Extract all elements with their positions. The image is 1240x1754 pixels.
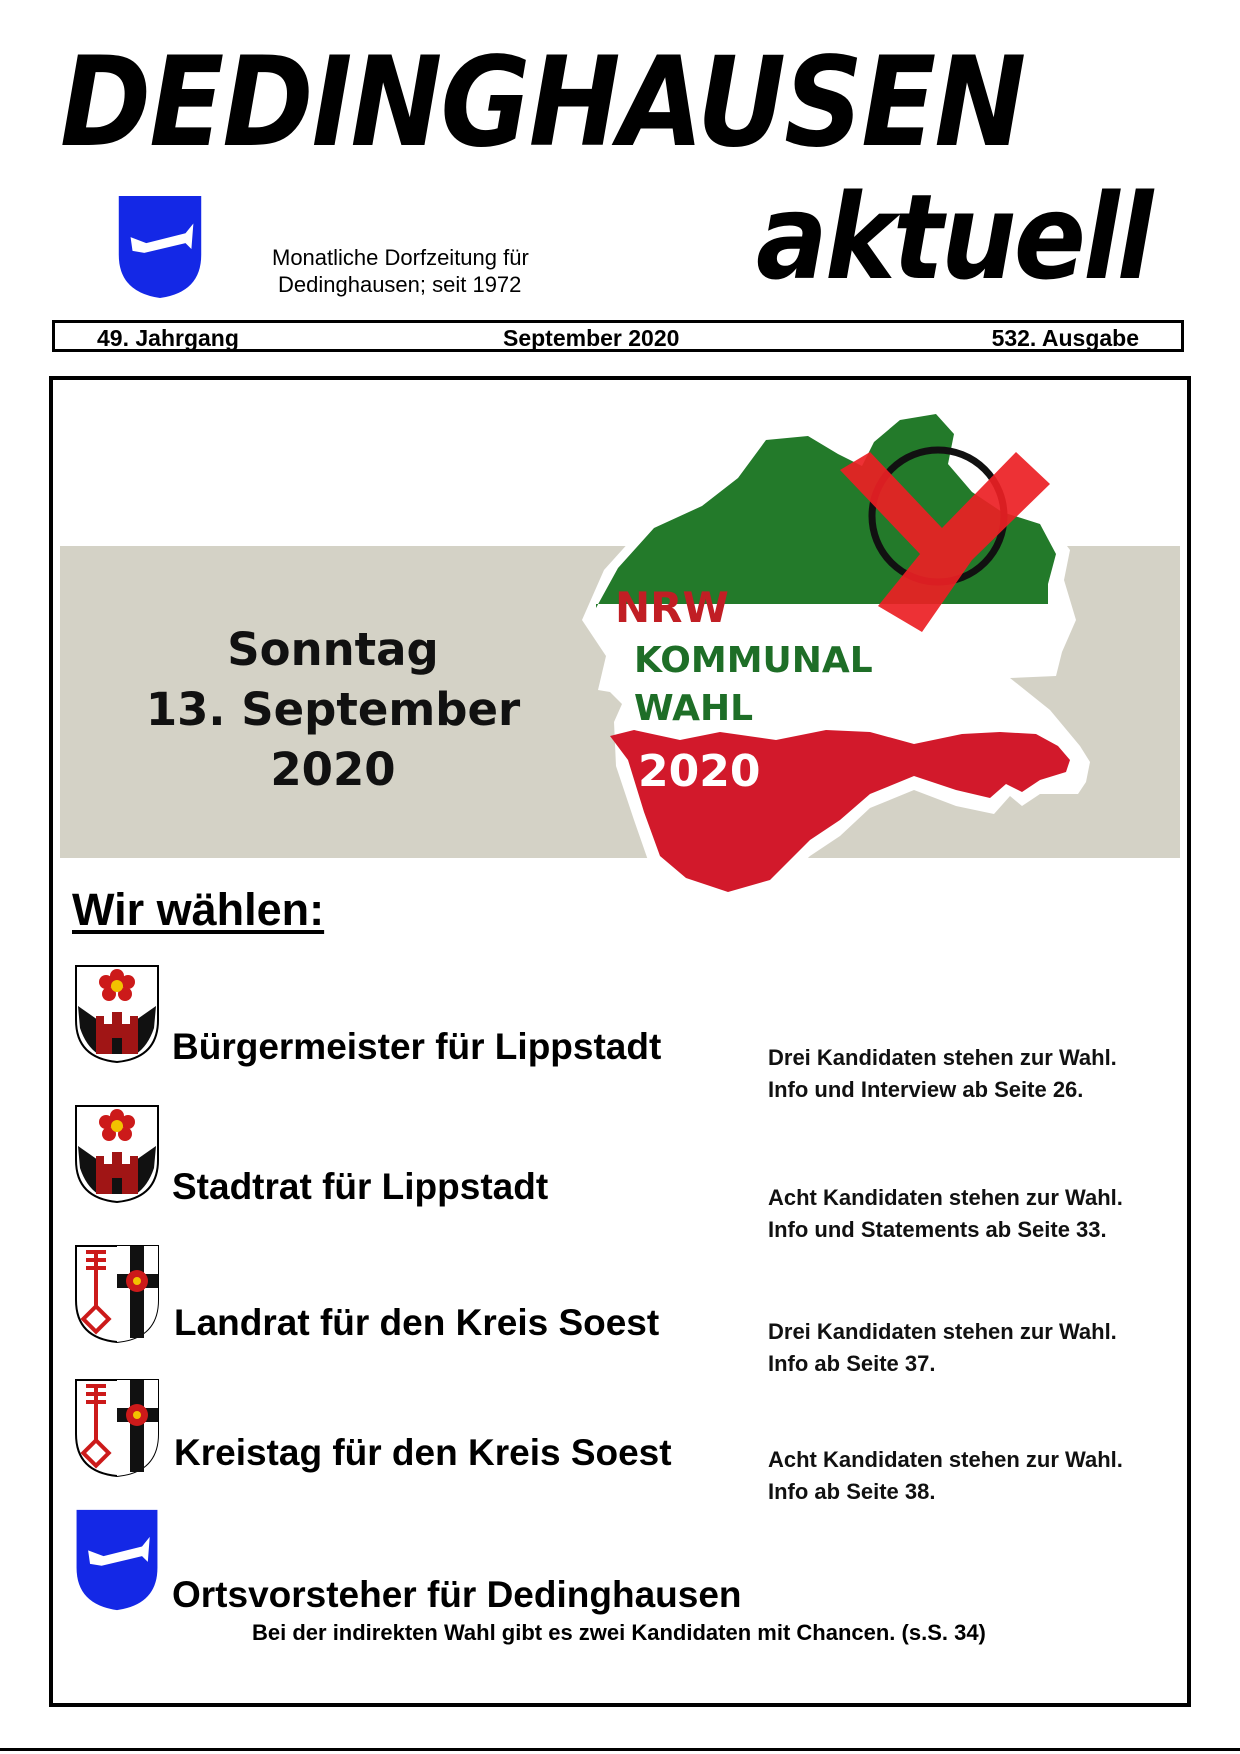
date-weekday: Sonntag [227, 623, 439, 676]
footnote: Bei der indirekten Wahl gibt es zwei Kandidaten mit Chancen. (s.S. 34) [252, 1620, 986, 1645]
election-title: Bürgermeister für Lippstadt [172, 1026, 662, 1067]
note-line: Info und Interview ab Seite 26. [768, 1077, 1084, 1102]
date-year: 2020 [270, 743, 396, 796]
bottom-rule [0, 1748, 1240, 1751]
dedinghausen-crest-icon [116, 194, 204, 300]
note-line: Info ab Seite 37. [768, 1351, 936, 1376]
map-year-label: 2020 [638, 746, 761, 797]
note-line: Acht Kandidaten stehen zur Wahl. [768, 1447, 1123, 1472]
nrw-election-map [570, 410, 1130, 1010]
note-line: Acht Kandidaten stehen zur Wahl. [768, 1185, 1123, 1210]
election-title: Landrat für den Kreis Soest [174, 1302, 660, 1343]
lead-heading: Wir wählen: [72, 884, 325, 935]
volume-label: 49. Jahrgang [97, 325, 239, 351]
election-note [768, 1444, 1123, 1508]
tagline-line: Dedinghausen; seit 1972 [278, 272, 522, 297]
note-line: Drei Kandidaten stehen zur Wahl. [768, 1045, 1117, 1070]
note-line: Drei Kandidaten stehen zur Wahl. [768, 1319, 1117, 1344]
election-note [768, 1316, 1117, 1380]
map-nrw-label: NRW [615, 583, 729, 632]
date-day-month: 13. September [145, 683, 521, 736]
map-wahl-label: WAHL [634, 688, 754, 729]
note-line: Info ab Seite 38. [768, 1479, 936, 1504]
election-note [768, 1182, 1123, 1246]
issue-month: September 2020 [503, 325, 680, 351]
election-title: Stadtrat für Lippstadt [172, 1166, 549, 1207]
map-kommunal-label: KOMMUNAL [634, 640, 873, 681]
election-title: Ortsvorsteher für Dedinghausen [172, 1574, 742, 1615]
election-title: Kreistag für den Kreis Soest [174, 1432, 672, 1473]
lippstadt-crest-icon [72, 1102, 162, 1206]
tagline-line: Monatliche Dorfzeitung für [272, 245, 529, 270]
dedinghausen-crest-icon [72, 1508, 162, 1612]
masthead-subtitle: aktuell [756, 168, 1151, 306]
soest-crest-icon [72, 1242, 162, 1346]
lippstadt-crest-icon [72, 962, 162, 1066]
tagline [272, 244, 612, 298]
election-date [60, 620, 606, 800]
issue-number: 532. Ausgabe [991, 325, 1139, 351]
election-note [768, 1042, 1117, 1106]
issue-bar [52, 320, 1184, 352]
soest-crest-icon [72, 1376, 162, 1480]
note-line: Info und Statements ab Seite 33. [768, 1217, 1107, 1242]
masthead-title: DEDINGHAUSEN [60, 29, 1025, 175]
